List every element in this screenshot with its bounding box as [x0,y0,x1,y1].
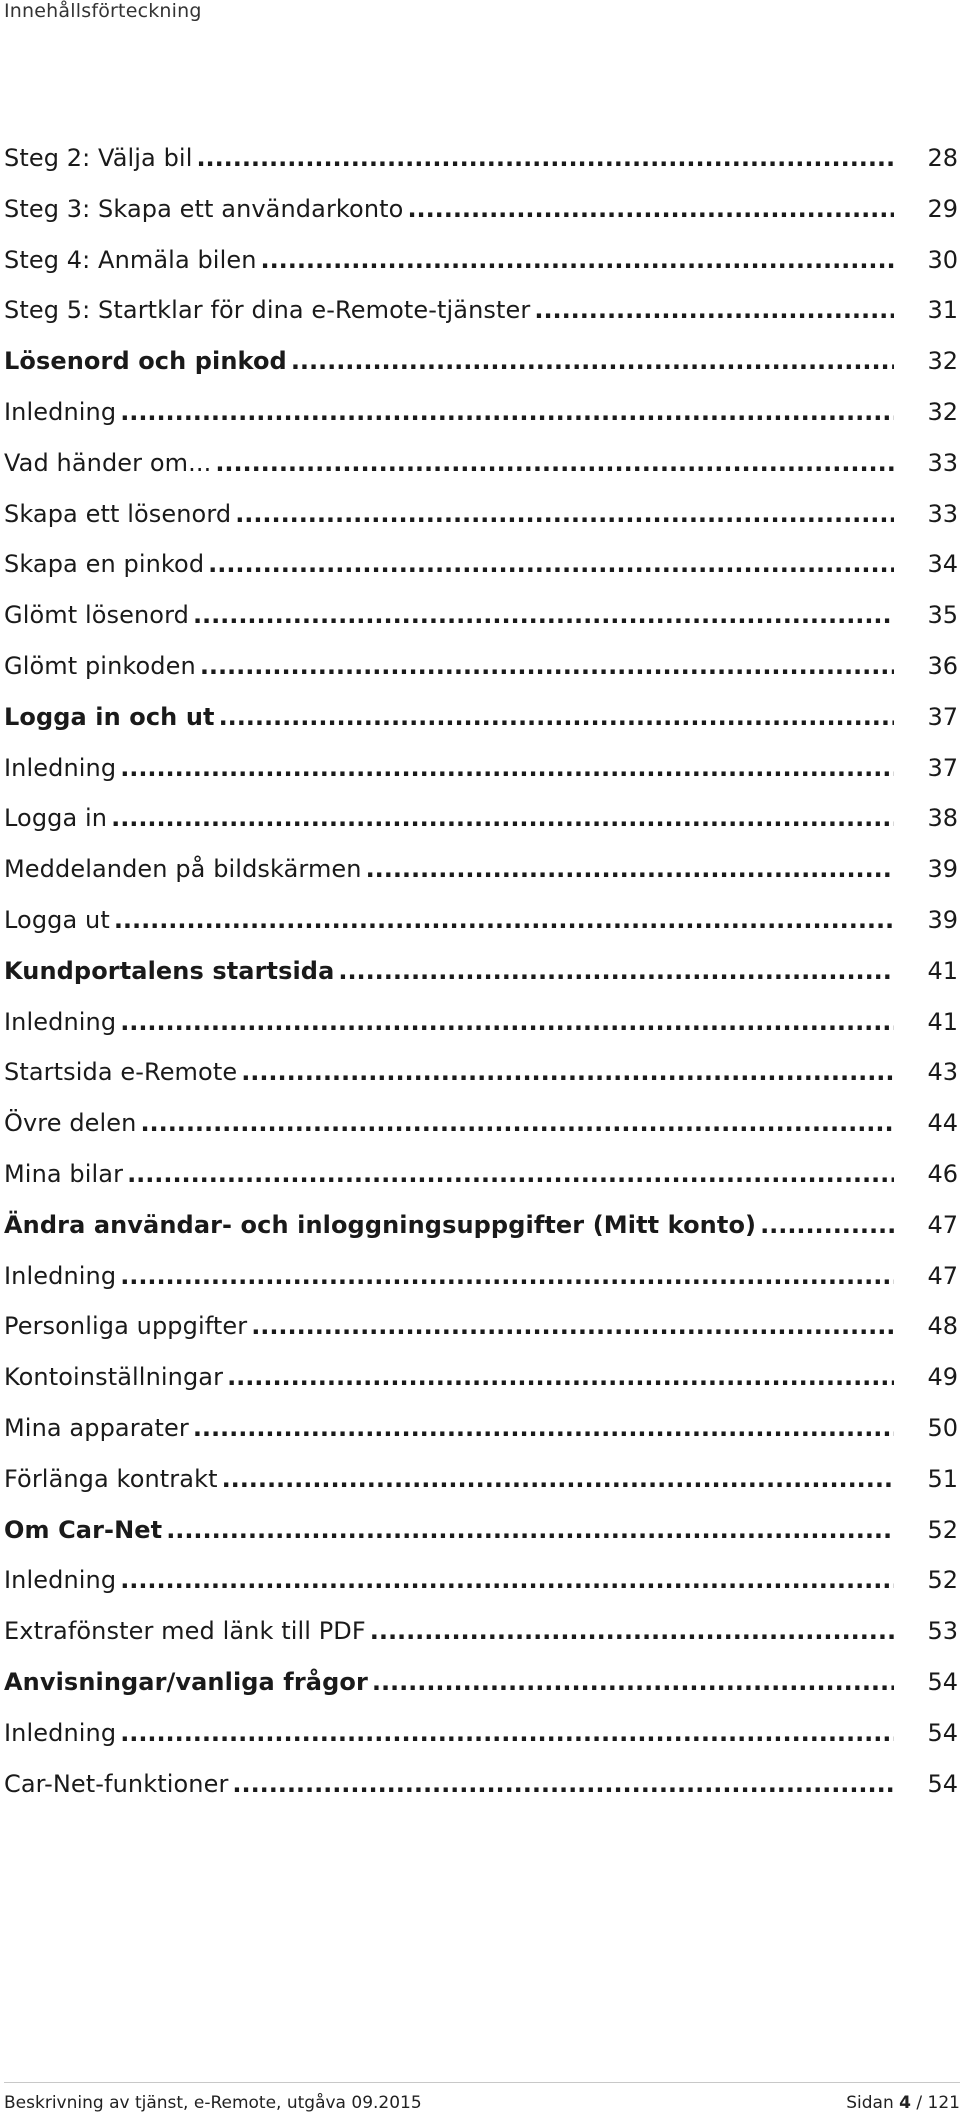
page-footer [4,2082,960,2115]
toc-dot-leader [120,1708,894,1759]
page-header [4,0,202,22]
toc-entry-page-number: 52 [927,1566,958,1595]
toc-entry-page-number: 52 [927,1515,958,1544]
toc-entry-title: Skapa ett lösenord [4,499,232,528]
toc-entry-page-number: 54 [927,1769,958,1798]
toc-entry-title: Anvisningar/vanliga frågor [4,1667,368,1696]
toc-entry-page-number: 31 [927,296,958,325]
toc-section-entry[interactable] [4,590,958,641]
toc-section-entry[interactable] [4,1352,958,1403]
toc-entry-title: Kontoinställningar [4,1363,224,1392]
toc-section-entry[interactable] [4,793,958,844]
toc-entry-page-number: 49 [927,1363,958,1392]
toc-entry-page-number: 30 [927,245,958,274]
toc-entry-page-number: 28 [927,144,958,172]
page-indicator [846,2093,960,2113]
toc-entry-title: Steg 3: Skapa ett användarkonto [4,194,404,223]
toc-entry-title: Inledning [4,1261,117,1290]
toc-entry-title: Inledning [4,1566,117,1595]
toc-entry-page-number: 33 [927,448,958,477]
toc-entry-page-number: 54 [927,1718,958,1747]
toc-dot-leader [120,1555,894,1606]
toc-dot-leader [338,946,894,997]
toc-section-entry[interactable] [4,1606,958,1657]
document-info: Beskrivning av tjänst, e-Remote, utgåva 09.2015 [4,2093,422,2113]
toc-dot-leader [251,1301,894,1352]
toc-entry-title: Ändra användar- och inloggningsuppgifter (Mitt konto) [4,1210,757,1239]
toc-dot-leader [193,1403,894,1454]
toc-entry-page-number: 53 [927,1617,958,1646]
toc-entry-page-number: 32 [927,347,958,376]
page-title: Innehållsförteckning [4,0,202,22]
toc-section-entry[interactable] [4,438,958,489]
toc-dot-leader [222,1454,894,1505]
toc-entry-page-number: 29 [927,194,958,223]
toc-entry-title: Inledning [4,1007,117,1036]
toc-entry-page-number: 54 [927,1667,958,1696]
toc-dot-leader [534,285,894,336]
toc-entry-page-number: 41 [927,1007,958,1036]
toc-section-entry[interactable] [4,1708,958,1759]
toc-dot-leader [219,692,894,743]
toc-entry-title: Startsida e-Remote [4,1058,238,1087]
toc-dot-leader [127,1149,894,1200]
toc-entry-page-number: 51 [927,1464,958,1493]
toc-entry-title: Övre delen [4,1109,137,1138]
toc-dot-leader [370,1606,894,1657]
toc-section-entry[interactable] [4,133,958,184]
toc-section-entry[interactable] [4,1301,958,1352]
toc-entry-page-number: 37 [927,702,958,731]
page-prefix: Sidan [846,2093,894,2113]
toc-entry-page-number: 43 [927,1058,958,1087]
toc-entry-page-number: 48 [927,1312,958,1341]
page-total: 121 [927,2093,960,2113]
toc-section-entry[interactable] [4,489,958,540]
toc-dot-leader [120,1251,894,1302]
toc-dot-leader [227,1352,894,1403]
toc-dot-leader [261,235,894,286]
toc-entry-title: Personliga uppgifter [4,1312,248,1341]
toc-entry-page-number: 37 [927,753,958,782]
toc-section-entry[interactable] [4,1454,958,1505]
toc-entry-page-number: 39 [927,855,958,884]
toc-dot-leader [140,1098,894,1149]
toc-entry-title: Förlänga kontrakt [4,1464,218,1493]
toc-entry-title: Skapa en pinkod [4,550,205,579]
toc-section-entry[interactable] [4,743,958,794]
toc-section-entry[interactable] [4,1047,958,1098]
toc-entry-title: Extrafönster med länk till PDF [4,1617,366,1646]
toc-dot-leader [193,590,894,641]
toc-entry-title: Logga ut [4,905,110,934]
toc-dot-leader [111,793,894,844]
toc-section-entry[interactable] [4,1251,958,1302]
toc-entry-title: Car-Net-funktioner [4,1769,229,1798]
toc-entry-title: Kundportalens startsida [4,956,335,985]
toc-entry-title: Steg 4: Anmäla bilen [4,245,257,274]
toc-dot-leader [760,1200,894,1251]
toc-entry-title: Inledning [4,397,117,426]
toc-chapter-entry[interactable] [4,1657,958,1708]
toc-dot-leader [120,743,894,794]
toc-section-entry[interactable] [4,285,958,336]
toc-dot-leader [235,489,894,540]
toc-entry-page-number: 32 [927,397,958,426]
toc-section-entry[interactable] [4,641,958,692]
toc-dot-leader [291,336,894,387]
toc-entry-page-number: 33 [927,499,958,528]
toc-entry-page-number: 41 [927,956,958,985]
toc-section-entry[interactable] [4,844,958,895]
toc-chapter-entry[interactable] [4,946,958,997]
toc-entry-title: Steg 2: Välja bil [4,144,193,172]
toc-entry-page-number: 34 [927,550,958,579]
toc-dot-leader [366,844,894,895]
toc-dot-leader [200,641,894,692]
toc-section-entry[interactable] [4,1403,958,1454]
toc-entry-page-number: 36 [927,651,958,680]
page-current: 4 [899,2093,911,2113]
toc-dot-leader [241,1047,894,1098]
toc-chapter-entry[interactable] [4,1200,958,1251]
toc-dot-leader [407,184,894,235]
toc-entry-title: Glömt lösenord [4,601,189,630]
toc-entry-page-number: 39 [927,905,958,934]
toc-entry-page-number: 38 [927,804,958,833]
toc-section-entry[interactable] [4,235,958,286]
toc-section-entry[interactable] [4,539,958,590]
toc-dot-leader [372,1657,894,1708]
toc-dot-leader [215,438,894,489]
toc-entry-title: Lösenord och pinkod [4,347,287,376]
toc-section-entry[interactable] [4,1149,958,1200]
toc-chapter-entry[interactable] [4,692,958,743]
toc-dot-leader [120,387,894,438]
toc-entry-page-number: 50 [927,1413,958,1442]
toc-entry-page-number: 46 [927,1159,958,1188]
toc-section-entry[interactable] [4,1759,958,1810]
toc-entry-title: Mina apparater [4,1413,189,1442]
toc-entry-title: Logga in och ut [4,702,215,731]
toc-dot-leader [120,997,894,1048]
toc-dot-leader [114,895,894,946]
toc-dot-leader [166,1505,894,1556]
toc-entry-title: Logga in [4,804,108,833]
toc-chapter-entry[interactable] [4,336,958,387]
toc-entry-page-number: 44 [927,1109,958,1138]
toc-section-entry[interactable] [4,895,958,946]
toc-entry-title: Mina bilar [4,1159,124,1188]
page-separator: / [916,2093,923,2113]
toc-dot-leader [208,539,894,590]
toc-entry-page-number: 47 [927,1210,958,1239]
toc-entry-title: Inledning [4,1718,117,1747]
toc-section-entry[interactable] [4,184,958,235]
toc-entry-title: Om Car-Net [4,1515,163,1544]
toc-section-entry[interactable] [4,387,958,438]
toc-entry-title: Steg 5: Startklar för dina e-Remote-tjänster [4,296,531,325]
toc-entry-title: Inledning [4,753,117,782]
toc-dot-leader [196,133,894,184]
toc-entry-title: Meddelanden på bildskärmen [4,855,362,884]
toc-dot-leader [232,1759,894,1810]
toc-section-entry[interactable] [4,1555,958,1606]
toc-section-entry[interactable] [4,1098,958,1149]
toc-chapter-entry[interactable] [4,1505,958,1556]
toc-entry-title: Vad händer om... [4,448,212,477]
toc-section-entry[interactable] [4,997,958,1048]
toc-entry-page-number: 47 [927,1261,958,1290]
toc-entry-page-number: 35 [927,601,958,630]
toc-entry-title: Glömt pinkoden [4,651,196,680]
table-of-contents [4,133,958,1809]
